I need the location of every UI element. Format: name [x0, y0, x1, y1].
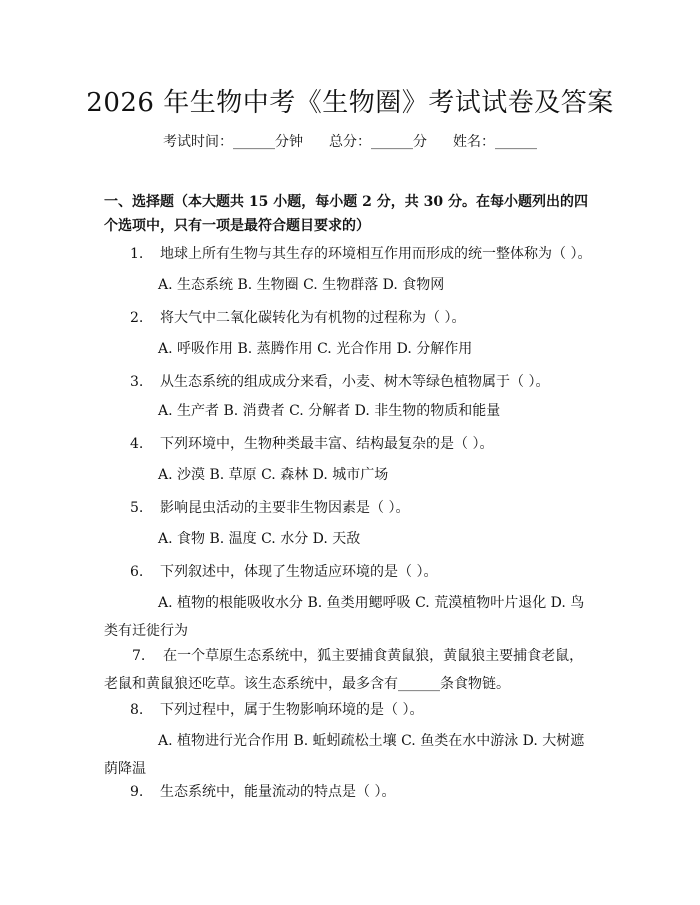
question-number: 2.	[130, 310, 144, 326]
question-text: 影响昆虫活动的主要非生物因素是（ ）。	[160, 500, 410, 516]
question-text: 生态系统中，能量流动的特点是（ ）。	[160, 784, 396, 800]
question-5-options: A. 食物 B. 温度 C. 水分 D. 天敌	[158, 531, 361, 547]
student-name: 姓名：______	[453, 134, 537, 150]
question-number: 8.	[130, 702, 144, 718]
question-number: 5.	[130, 500, 144, 516]
question-2	[104, 306, 596, 330]
question-number: 1.	[130, 246, 144, 262]
question-text: 下列环境中，生物种类最丰富、结构最复杂的是（ ）。	[160, 436, 494, 452]
question-4-options: A. 沙漠 B. 草原 C. 森林 D. 城市广场	[158, 467, 389, 483]
question-1-options: A. 生态系统 B. 生物圈 C. 生物群落 D. 食物网	[158, 277, 445, 293]
question-3	[104, 370, 596, 394]
question-text: 地球上所有生物与其生存的环境相互作用而形成的统一整体称为（ ）。	[160, 246, 592, 262]
question-5	[104, 496, 596, 520]
page-title: 2026 年生物中考《生物圈》考试试卷及答案	[86, 88, 614, 118]
question-8	[104, 698, 596, 722]
exam-total-score: 总分：______分	[329, 134, 427, 150]
question-text: 从生态系统的组成成分来看，小麦、树木等绿色植物属于（ ）。	[160, 374, 550, 390]
question-8-options: A. 植物进行光合作用 B. 蚯蚓疏松土壤 C. 鱼类在水中游泳 D. 大树遮荫降温	[104, 733, 585, 777]
question-7	[104, 642, 596, 698]
question-number: 6.	[130, 564, 144, 580]
question-3-options: A. 生产者 B. 消费者 C. 分解者 D. 非生物的物质和能量	[158, 403, 501, 419]
question-4	[104, 432, 596, 456]
question-number: 7.	[132, 648, 146, 664]
question-number: 3.	[130, 374, 144, 390]
question-6-options: A. 植物的根能吸收水分 B. 鱼类用鳃呼吸 C. 荒漠植物叶片退化 D. 鸟类有迁徙行为	[104, 595, 585, 639]
question-text: 在一个草原生态系统中，狐主要捕食黄鼠狼，黄鼠狼主要捕食老鼠，老鼠和黄鼠狼还吃草。该生态系统中，最多含有______条食物链。	[104, 648, 584, 692]
question-2-options: A. 呼吸作用 B. 蒸腾作用 C. 光合作用 D. 分解作用	[158, 341, 473, 357]
exam-meta	[0, 131, 700, 151]
question-number: 4.	[130, 436, 144, 452]
question-9	[104, 780, 596, 804]
question-text: 将大气中二氧化碳转化为有机物的过程称为（ ）。	[160, 310, 466, 326]
question-text: 下列过程中，属于生物影响环境的是（ ）。	[160, 702, 424, 718]
question-1	[104, 242, 596, 266]
question-6	[104, 560, 596, 584]
exam-time: 考试时间：______分钟	[163, 134, 303, 150]
question-text: 下列叙述中，体现了生物适应环境的是（ ）。	[160, 564, 438, 580]
question-number: 9.	[130, 784, 144, 800]
section-heading: 一、选择题（本大题共 15 小题，每小题 2 分，共 30 分。在每小题列出的四个选项中，只有一项是最符合题目要求的）	[104, 194, 588, 234]
